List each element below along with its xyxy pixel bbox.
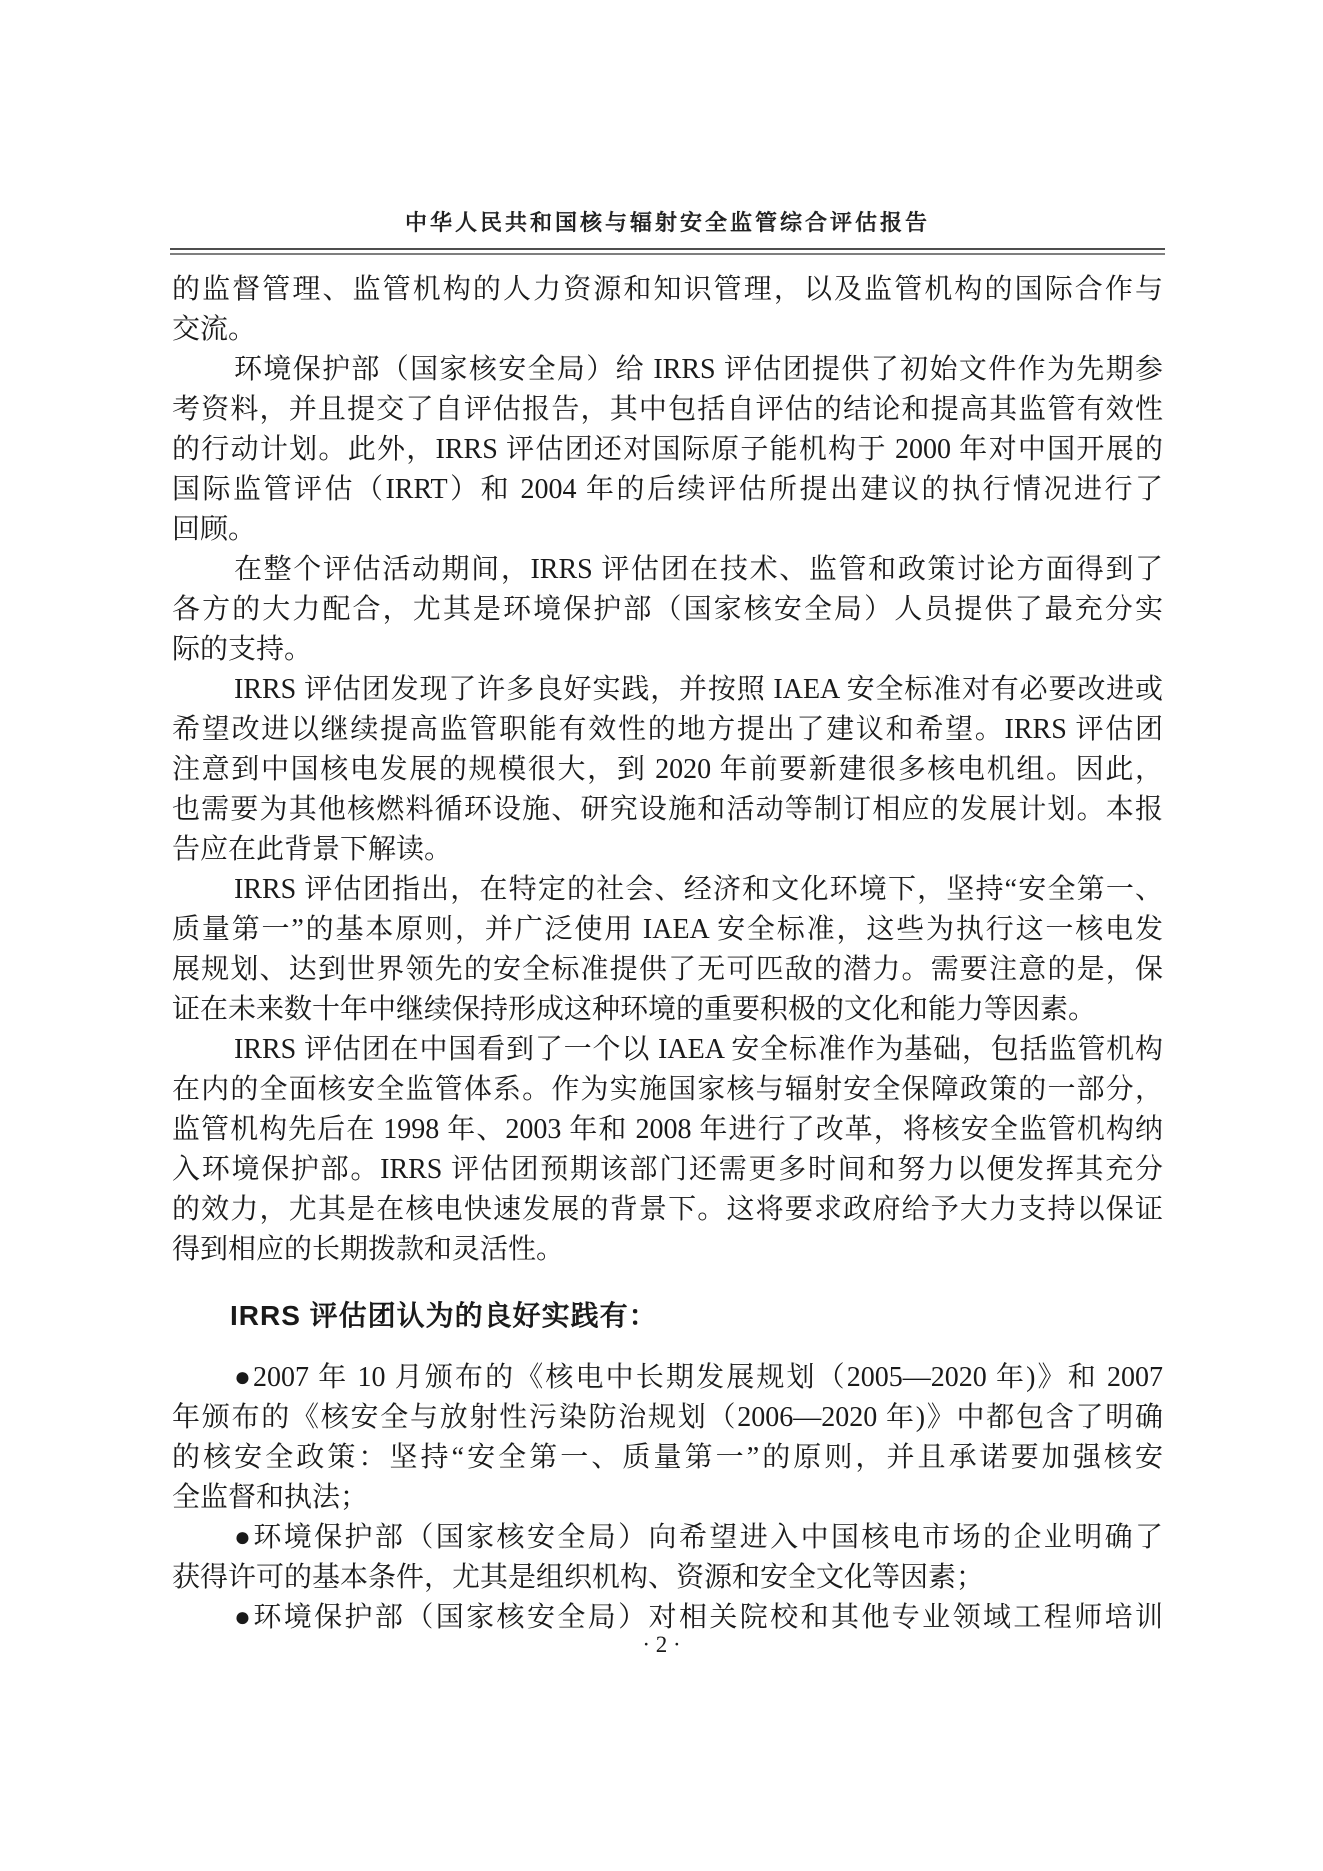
text-line: 在内的全面核安全监管体系。作为实施国家核与辐射安全保障政策的一部分， <box>172 1074 1163 1105</box>
document-body <box>172 270 1163 1638</box>
text-line: 年颁布的《核安全与放射性污染防治规划（2006—2020 年)》中都包含了明确 <box>172 1402 1163 1433</box>
bullet-paragraph <box>172 1518 1163 1598</box>
text-line: 希望改进以继续提高监管职能有效性的地方提出了建议和希望。IRRS 评估团 <box>172 714 1163 745</box>
text-line: IRRS 评估团发现了许多良好实践，并按照 IAEA 安全标准对有必要改进或 <box>234 674 1163 705</box>
text-line: 监管机构先后在 1998 年、2003 年和 2008 年进行了改革，将核安全监管机构纳 <box>172 1114 1163 1145</box>
text-line: 展规划、达到世界领先的安全标准提供了无可匹敌的潜力。需要注意的是，保 <box>172 954 1163 985</box>
text-line: 的核安全政策：坚持“安全第一、质量第一”的原则，并且承诺要加强核安 <box>172 1442 1163 1473</box>
text-line: ●环境保护部（国家核安全局）向希望进入中国核电市场的企业明确了 <box>234 1522 1163 1553</box>
text-line: 交流。 <box>172 314 257 345</box>
text-line: 的行动计划。此外，IRRS 评估团还对国际原子能机构于 2000 年对中国开展的 <box>172 434 1163 465</box>
text-line: 入环境保护部。IRRS 评估团预期该部门还需更多时间和努力以便发挥其充分 <box>172 1154 1163 1185</box>
text-line: 环境保护部（国家核安全局）给 IRRS 评估团提供了初始文件作为先期参 <box>234 354 1163 385</box>
text-line: 注意到中国核电发展的规模很大，到 2020 年前要新建很多核电机组。因此， <box>172 754 1163 785</box>
text-line: IRRS 评估团在中国看到了一个以 IAEA 安全标准作为基础，包括监管机构 <box>234 1034 1163 1065</box>
paragraph <box>172 1030 1163 1270</box>
text-line: 的效力，尤其是在核电快速发展的背景下。这将要求政府给予大力支持以保证 <box>172 1194 1163 1225</box>
paragraph <box>172 670 1163 870</box>
paragraph <box>172 870 1163 1030</box>
bullet-paragraph <box>172 1358 1163 1518</box>
page-footer <box>0 1632 1323 1658</box>
header-rule <box>170 248 1165 255</box>
paragraph <box>172 550 1163 670</box>
text-line: ●环境保护部（国家核安全局）对相关院校和其他专业领域工程师培训 <box>234 1602 1163 1633</box>
text-line: 的监督管理、监管机构的人力资源和知识管理，以及监管机构的国际合作与 <box>172 274 1163 305</box>
text-line: 全监督和执法； <box>172 1482 369 1513</box>
text-line: 回顾。 <box>172 514 257 545</box>
text-line: 得到相应的长期拨款和灵活性。 <box>172 1234 565 1265</box>
text-line: ●2007 年 10 月颁布的《核电中长期发展规划（2005—2020 年)》和 2007 <box>234 1362 1163 1393</box>
text-line: 各方的大力配合，尤其是环境保护部（国家核安全局）人员提供了最充分实 <box>172 594 1163 625</box>
paragraph <box>172 350 1163 550</box>
running-header-title: 中华人民共和国核与辐射安全监管综合评估报告 <box>404 210 930 235</box>
text-line: 国际监管评估（IRRT）和 2004 年的后续评估所提出建议的执行情况进行了 <box>172 474 1163 505</box>
text-line: 质量第一”的基本原则，并广泛使用 IAEA 安全标准，这些为执行这一核电发 <box>172 914 1163 945</box>
text-line: 告应在此背景下解读。 <box>172 834 453 865</box>
text-line: 际的支持。 <box>172 634 313 665</box>
text-line: 考资料，并且提交了自评估报告，其中包括自评估的结论和提高其监管有效性 <box>172 394 1163 425</box>
text-line: 也需要为其他核燃料循环设施、研究设施和活动等制订相应的发展计划。本报 <box>172 794 1163 825</box>
text-line: 在整个评估活动期间，IRRS 评估团在技术、监管和政策讨论方面得到了 <box>234 554 1163 585</box>
paragraph <box>172 270 1163 350</box>
text-line: IRRS 评估团指出，在特定的社会、经济和文化环境下，坚持“安全第一、 <box>234 874 1163 905</box>
text-line: 证在未来数十年中继续保持形成这种环境的重要积极的文化和能力等因素。 <box>172 994 1097 1025</box>
page-number: · 2 · <box>642 1632 681 1657</box>
section-heading: IRRS 评估团认为的良好实践有： <box>230 1300 658 1331</box>
text-line: 获得许可的基本条件，尤其是组织机构、资源和安全文化等因素； <box>172 1562 985 1593</box>
